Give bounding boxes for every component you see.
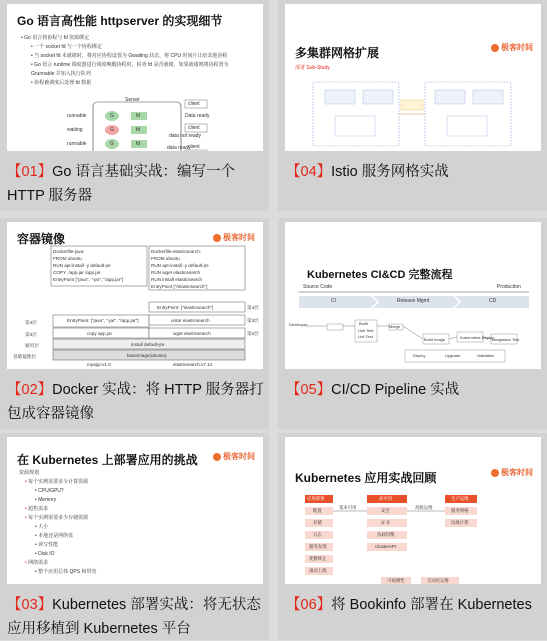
recap-label: 高级运维 xyxy=(415,505,433,510)
server-label: Server xyxy=(125,97,140,103)
fd-label: fd xyxy=(136,141,141,147)
recap-item: 安全 xyxy=(381,508,390,513)
course-card-04[interactable] xyxy=(278,0,547,211)
recap-item: 自动化运维 xyxy=(427,578,449,583)
dockerfile-java: Dockerfile-java: FROM ubuntu RUN apt-install -y default-jre COPY ./app.jar /app.jar EntryPoint ["java", "-jar", "/app.jar"] xyxy=(53,249,124,282)
state-label: waiting xyxy=(67,127,83,133)
slide-thumbnail[interactable] xyxy=(7,4,263,151)
slide-title: 在 Kubernetes 上部署应用的挑战 xyxy=(17,453,198,467)
layer-label: 第3层 xyxy=(247,318,259,323)
message-label: data ready xyxy=(167,145,191,151)
layer-text: baseimage(ubuntu) xyxy=(127,353,167,358)
recap-item: 高可用 xyxy=(379,496,393,501)
stage-label: Release Mgmt xyxy=(397,298,430,304)
layer-text: untar elasticsearch xyxy=(171,318,210,323)
recap-item: 配置 xyxy=(313,508,322,513)
slide-bullets: • Go 语言将协程与 fd 资源绑定 • 一个 socket fd 与一个协程绑定 • 当 socket fd 未就绪时，将对应协程设置为 Gwaiting 状态，将 CPU 时间片让给其他协程 • Go 语言 runtime 调度器进行调度唤醒协程时，检查 fd 是否就绪，如果就绪则将协程置为 Grunnable 并加入执行队列 • 协程被调度后处理 fd 数据 xyxy=(21,35,229,86)
geek-logo-icon xyxy=(213,453,221,461)
course-card-06[interactable] xyxy=(278,433,547,640)
course-title[interactable]: 【01】Go 语言基础实战：编写一个 HTTP 服务器 xyxy=(7,164,236,204)
recap-item: 生产运维 xyxy=(451,496,469,501)
course-title[interactable]: 【05】CI/CD Pipeline 实战 xyxy=(286,382,460,398)
recap-item: 边缘计算 xyxy=(451,520,469,525)
recap-item: 应用部署 xyxy=(307,496,325,501)
slide-thumbnail[interactable] xyxy=(285,4,541,151)
slide-thumbnail[interactable] xyxy=(285,437,541,584)
fd-label: fd xyxy=(136,113,141,119)
course-card-01[interactable] xyxy=(0,0,269,211)
recap-label: 基本可用 xyxy=(339,505,357,510)
layer-label: 通用层 xyxy=(25,343,39,348)
node-label: Developer xyxy=(289,322,308,327)
dockerfile-elasticsearch: Dockerfile-elasticsearch: FROM ubuntu RUN apt-install -y default-jre RUN wget elasticsearch RUN install elasticsearch EntryPoint ["/elasticsearch"] xyxy=(151,249,209,289)
layer-text: install default-jre xyxy=(131,342,165,347)
layer-label: 第3层 xyxy=(25,332,37,337)
brand-logo: 极客时间 xyxy=(491,467,533,478)
recap-item: 服务网格 xyxy=(451,508,469,513)
client-label: client xyxy=(188,101,200,107)
slide-title: 容器镜像 xyxy=(17,232,66,246)
node-label: Build xyxy=(359,321,368,326)
node-label: Lint Test xyxy=(358,334,373,339)
stage-label: CI xyxy=(331,298,336,304)
recap-item: ClusterAPI xyxy=(375,544,396,549)
course-card-03[interactable] xyxy=(0,433,269,640)
recap-item: 证书 xyxy=(381,520,390,525)
node-label: Merge xyxy=(389,324,401,329)
image-tag: elasticsearch:v7.14 xyxy=(173,362,213,367)
slide-thumbnail[interactable] xyxy=(7,437,263,584)
slide-subtitle: 部署 Sub-Study xyxy=(295,65,330,71)
slide-title: 多集群网格扩展 xyxy=(295,46,380,60)
slide-bullets: 资源规划 • 每个实例需要多少计算资源 • CPU/GPU? • Memory • 超售需求 • 每个实例需要多少存储资源 • 大小 • 本地还是网络盘 • 读写性能 • Disk IO • 网络需求 • 整个应用总体 QPS 和带宽 xyxy=(19,470,97,575)
image-tag: myapp:v1.0 xyxy=(87,362,111,367)
recap-item: 滚动上线 xyxy=(309,568,327,573)
layer-label: 基础镜像层 xyxy=(13,354,36,359)
recap-item: 负载均衡 xyxy=(377,532,395,537)
client-label: client xyxy=(188,144,200,150)
brand-logo: 极客时间 xyxy=(213,232,255,243)
brand-logo: 极客时间 xyxy=(213,451,255,462)
slide-title: Kubernetes 应用实战回顾 xyxy=(295,471,437,485)
layer-text: EntryPoint: ["java", "-jar", "/app.jar"] xyxy=(67,318,139,323)
recap-item: 可观测性 xyxy=(387,578,405,583)
node-label: Build Image xyxy=(424,337,446,342)
fd-label: fd xyxy=(136,127,141,133)
state-label: runnable xyxy=(67,113,87,119)
pipeline-diagram xyxy=(285,222,541,369)
brand-logo: 极客时间 xyxy=(491,42,533,53)
layer-text: wget elasticsearch xyxy=(173,331,211,336)
production-label: Production xyxy=(497,284,521,290)
node-label: Deploy xyxy=(413,353,426,358)
recap-item: 日志 xyxy=(313,532,322,537)
goroutine-diagram xyxy=(7,4,263,151)
slide-thumbnail[interactable] xyxy=(285,222,541,369)
stage-label: CD xyxy=(489,298,497,304)
course-title[interactable]: 【03】Kubernetes 部署实战：将无状态应用移植到 Kubernetes 平台 xyxy=(7,597,261,637)
course-index: 【03】 xyxy=(7,597,53,613)
recap-item: 服务发现 xyxy=(309,544,327,549)
course-index: 【05】 xyxy=(286,382,332,398)
goroutine-label: G xyxy=(110,141,114,147)
slide-title: Go 语言高性能 httpserver 的实现细节 xyxy=(17,14,223,28)
layer-text: EntryPoint: ["elasticsearch"] xyxy=(157,305,214,310)
course-title[interactable]: 【04】Istio 服务网格实战 xyxy=(286,164,449,180)
course-index: 【02】 xyxy=(7,382,53,398)
course-card-05[interactable] xyxy=(278,218,547,429)
goroutine-label: G xyxy=(110,113,114,119)
course-index: 【04】 xyxy=(286,164,332,180)
client-label: client xyxy=(188,125,200,131)
message-label: Data ready xyxy=(185,113,210,119)
layer-label: 第4层 xyxy=(25,320,37,325)
course-card-02[interactable] xyxy=(0,218,269,429)
course-index: 【06】 xyxy=(286,597,332,613)
node-label: Upgrade xyxy=(445,353,461,358)
source-label: Source Code xyxy=(303,284,333,290)
course-title[interactable]: 【06】将 Bookinfo 部署在 Kubernetes xyxy=(286,597,532,613)
layer-label: 第2层 xyxy=(247,331,259,336)
node-label: Kubernetes Deploy xyxy=(460,335,495,340)
layer-label: 第4层 xyxy=(247,305,259,310)
state-label: runnable xyxy=(67,141,87,147)
node-label: Validation xyxy=(477,353,495,358)
layer-text: copy app.jar xyxy=(87,331,113,336)
recap-item: 优雅终止 xyxy=(309,556,327,561)
mesh-diagram xyxy=(285,4,541,151)
goroutine-label: G xyxy=(110,127,114,133)
slide-thumbnail[interactable] xyxy=(7,222,263,369)
node-label: Unit Test xyxy=(358,328,374,333)
message-label: data not ready xyxy=(169,133,201,139)
course-index: 【01】 xyxy=(7,164,53,180)
course-title[interactable]: 【02】Docker 实战：将 HTTP 服务器打包成容器镜像 xyxy=(7,382,264,422)
node-label: Integration Test xyxy=(492,337,520,342)
recap-item: 存储 xyxy=(313,520,322,525)
slide-title: Kubernetes CI&CD 完整流程 xyxy=(307,269,453,281)
